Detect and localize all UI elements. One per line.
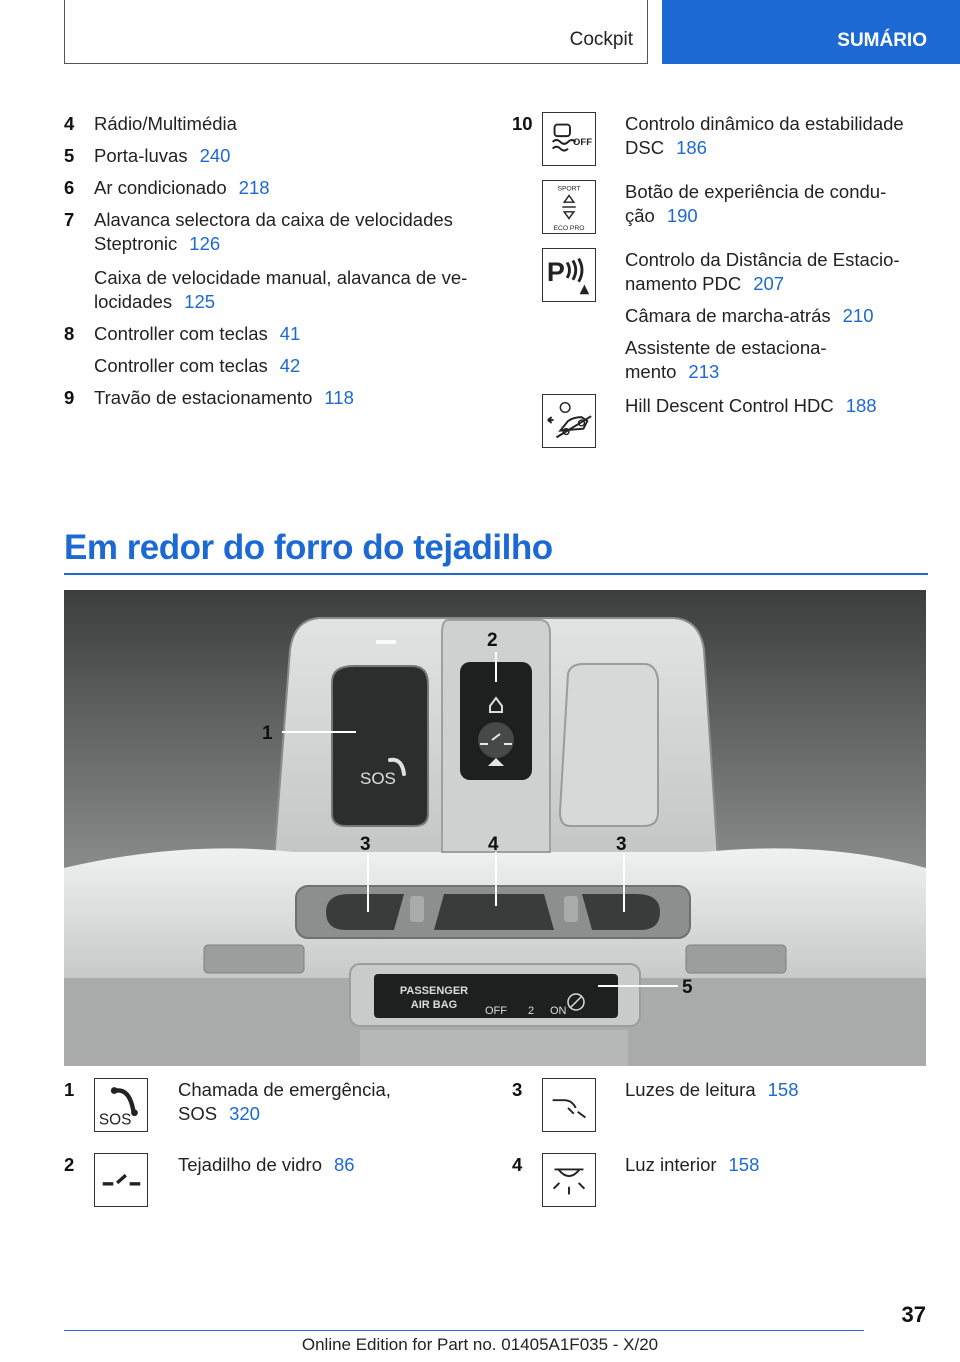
page-ref-link[interactable]: 118 [324,387,354,408]
item-number: 7 [64,209,75,230]
page-ref-link[interactable]: 186 [676,137,707,158]
page-ref-link[interactable]: 190 [666,205,698,226]
svg-text:OFF: OFF [485,1005,507,1017]
callout-4: 4 [488,834,499,855]
list-item: Controller com teclas 42 [94,355,301,376]
list-item: Luz interior 158 [625,1154,760,1175]
page-ref-link[interactable]: 213 [688,361,720,382]
item-number: 9 [64,387,75,408]
svg-text:PASSENGER: PASSENGER [399,985,469,997]
svg-text:ON: ON [550,1005,567,1017]
item-number: 8 [64,323,75,344]
list-item: Rádio/Multimédia [94,113,237,134]
footer-edition: Online Edition for Part no. 01405A1F035 - X/20 [301,1335,659,1354]
list-item: Controller com teclas 41 [94,323,301,344]
reading-light-icon [542,1078,596,1132]
item-number: 5 [64,145,75,166]
sos-call-icon [94,1078,148,1132]
header-section-label: Cockpit [569,29,633,50]
svg-text:SOS: SOS [360,769,396,788]
list-item: Ar condicionado 218 [94,177,270,198]
item-number: 10 [512,113,533,134]
list-item: Alavanca selectora da caixa de velocidades Steptronic 126 [94,209,453,254]
page-ref-link[interactable]: 86 [333,1154,355,1175]
dsc-off-icon [542,112,596,166]
item-number: 1 [64,1079,75,1100]
list-item: Controlo dinâmico da estabilidade DSC 186 [625,113,904,158]
page-number: 37 [901,1302,926,1327]
sport-eco-pro-icon [542,180,596,234]
interior-light-icon [542,1153,596,1207]
list-item: Luzes de leitura 158 [625,1079,799,1100]
svg-text:OFF: OFF [572,136,593,148]
list-item: Tejadilho de vidro 86 [178,1154,355,1175]
page-ref-link[interactable]: 320 [229,1103,260,1124]
svg-text:SPORT: SPORT [557,185,581,193]
glass-roof-icon [94,1153,148,1207]
page-ref-link[interactable]: 126 [189,233,221,254]
list-item: Hill Descent Control HDC 188 [625,395,877,416]
section-divider [64,573,928,575]
park-distance-control-icon [542,248,596,302]
page-ref-link[interactable]: 41 [279,323,301,344]
svg-text:SOS: SOS [98,1111,132,1129]
svg-text:2: 2 [528,1005,535,1017]
svg-text:ECO PRO: ECO PRO [553,225,585,233]
item-number: 6 [64,177,75,198]
item-number: 4 [512,1154,523,1175]
page-ref-link[interactable]: 158 [728,1154,760,1175]
list-item: Botão de experiência de condu- ção 190 [625,181,887,226]
callout-1: 1 [262,723,273,744]
item-number: 2 [64,1154,75,1175]
item-number: 4 [64,113,75,134]
list-item: Assistente de estaciona- mento 213 [625,337,827,382]
page-ref-link[interactable]: 188 [845,395,877,416]
svg-text:AIR BAG: AIR BAG [410,999,458,1011]
page-ref-link[interactable]: 42 [279,355,301,376]
svg-text:P: P [546,256,565,287]
list-item: Caixa de velocidade manual, alavanca de ve- locidades 125 [94,267,468,312]
page-ref-link[interactable]: 218 [238,177,270,198]
toc-button[interactable] [662,0,960,64]
callout-5: 5 [682,977,693,998]
page-ref-link[interactable]: 207 [753,273,785,294]
list-item: Chamada de emergência, SOS 320 [178,1079,391,1124]
footer-divider [64,1330,864,1331]
page-ref-link[interactable]: 240 [199,145,231,166]
callout-3-left: 3 [360,834,371,855]
toc-button-label: SUMÁRIO [837,30,927,51]
list-item: Travão de estacionamento 118 [94,387,354,408]
callout-2: 2 [487,630,498,651]
list-item: Câmara de marcha-atrás 210 [625,305,874,326]
section-title: Em redor do forro do tejadilho [64,528,553,567]
page-ref-link[interactable]: 125 [184,291,216,312]
callout-3-right: 3 [616,834,627,855]
roof-console-photo [64,590,926,1066]
page-ref-link[interactable]: 158 [767,1079,799,1100]
item-number: 3 [512,1079,523,1100]
list-item: Controlo da Distância de Estacio- namento PDC 207 [625,249,900,294]
list-item: Porta-luvas 240 [94,145,231,166]
page-ref-link[interactable]: 210 [842,305,874,326]
hill-descent-control-icon [542,394,596,448]
header-section-tab [64,0,648,64]
